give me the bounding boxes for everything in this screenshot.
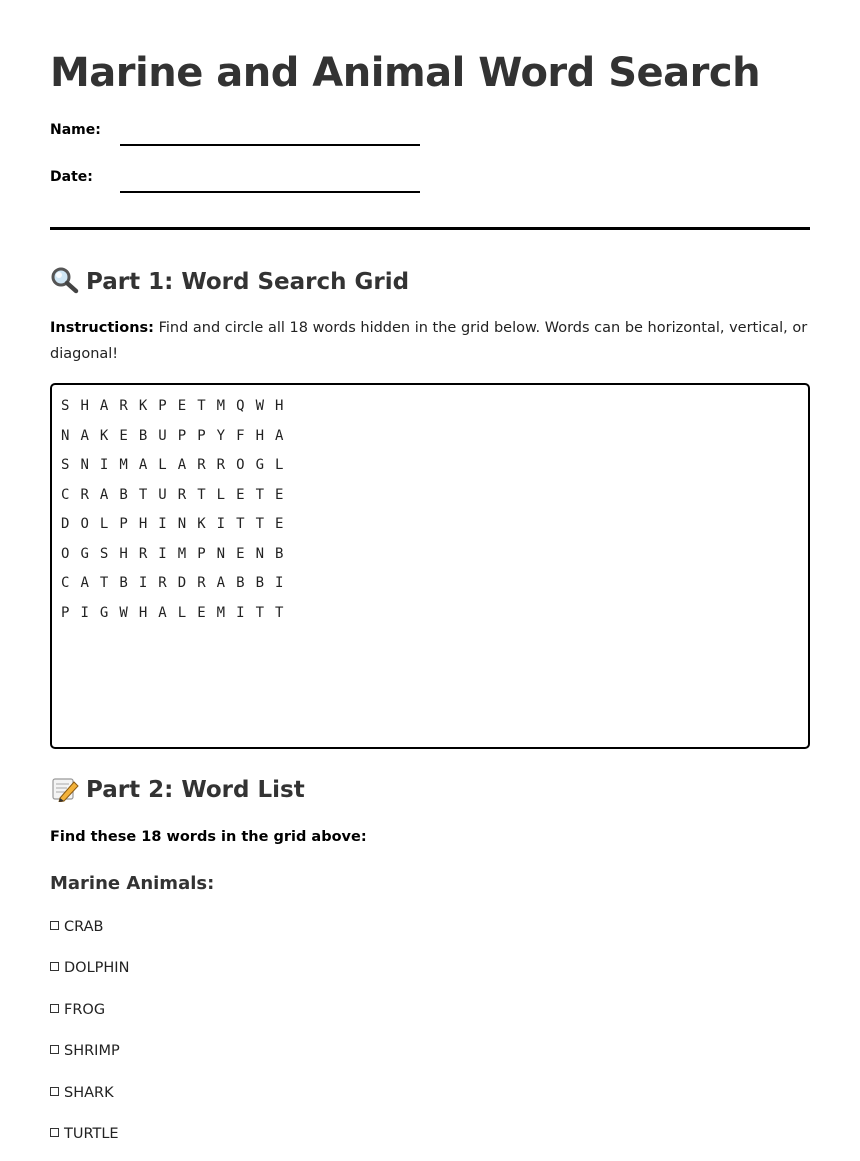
- grid-row[interactable]: O G S H R I M P N E N B: [61, 546, 285, 562]
- list-item[interactable]: [50, 960, 129, 976]
- date-label: Date:: [50, 169, 93, 185]
- grid-row[interactable]: C R A B T U R T L E T E: [61, 487, 285, 503]
- name-line[interactable]: [120, 144, 420, 146]
- word-label: FROG: [64, 1002, 106, 1018]
- part2-heading: [50, 774, 305, 803]
- part2-heading-text: Part 2: Word List: [86, 777, 305, 803]
- name-field[interactable]: [50, 122, 470, 152]
- part1-heading-text: Part 1: Word Search Grid: [86, 269, 410, 295]
- instructions: [50, 315, 810, 367]
- date-field[interactable]: [50, 169, 470, 199]
- instructions-text: Find and circle all 18 words hidden in the grid below. Words can be horizontal, vertical, or diagonal!: [50, 320, 808, 362]
- word-label: SHRIMP: [64, 1043, 120, 1059]
- list-item[interactable]: [50, 1043, 120, 1059]
- checkbox-icon[interactable]: [50, 1045, 59, 1054]
- word-list-intro: Find these 18 words in the grid above:: [50, 829, 367, 845]
- grid-row[interactable]: D O L P H I N K I T T E: [61, 516, 285, 532]
- checkbox-icon[interactable]: [50, 921, 59, 930]
- memo-pencil-icon: [50, 774, 80, 802]
- grid-row[interactable]: C A T B I R D R A B B I: [61, 575, 285, 591]
- checkbox-icon[interactable]: [50, 1087, 59, 1096]
- category-heading: Marine Animals:: [50, 873, 215, 894]
- word-label: SHARK: [64, 1085, 114, 1101]
- word-label: TURTLE: [64, 1126, 119, 1142]
- word-label: CRAB: [64, 919, 104, 935]
- grid-row[interactable]: S N I M A L A R R O G L: [61, 457, 285, 473]
- grid-row[interactable]: N A K E B U P P Y F H A: [61, 428, 285, 444]
- instructions-label: Instructions:: [50, 320, 154, 336]
- grid-row[interactable]: S H A R K P E T M Q W H: [61, 398, 285, 414]
- list-item[interactable]: [50, 919, 103, 935]
- list-item[interactable]: [50, 1126, 119, 1142]
- checkbox-icon[interactable]: [50, 1004, 59, 1013]
- list-item[interactable]: [50, 1002, 105, 1018]
- section-divider: [50, 227, 810, 230]
- word-search-grid[interactable]: [50, 383, 810, 749]
- word-label: DOLPHIN: [64, 960, 130, 976]
- magnifier-icon: [50, 266, 80, 294]
- list-item[interactable]: [50, 1085, 114, 1101]
- part1-heading: [50, 266, 409, 295]
- grid-row[interactable]: P I G W H A L E M I T T: [61, 605, 285, 621]
- checkbox-icon[interactable]: [50, 1128, 59, 1137]
- date-line[interactable]: [120, 191, 420, 193]
- checkbox-icon[interactable]: [50, 962, 59, 971]
- page-title: Marine and Animal Word Search: [50, 50, 761, 96]
- name-label: Name:: [50, 122, 101, 138]
